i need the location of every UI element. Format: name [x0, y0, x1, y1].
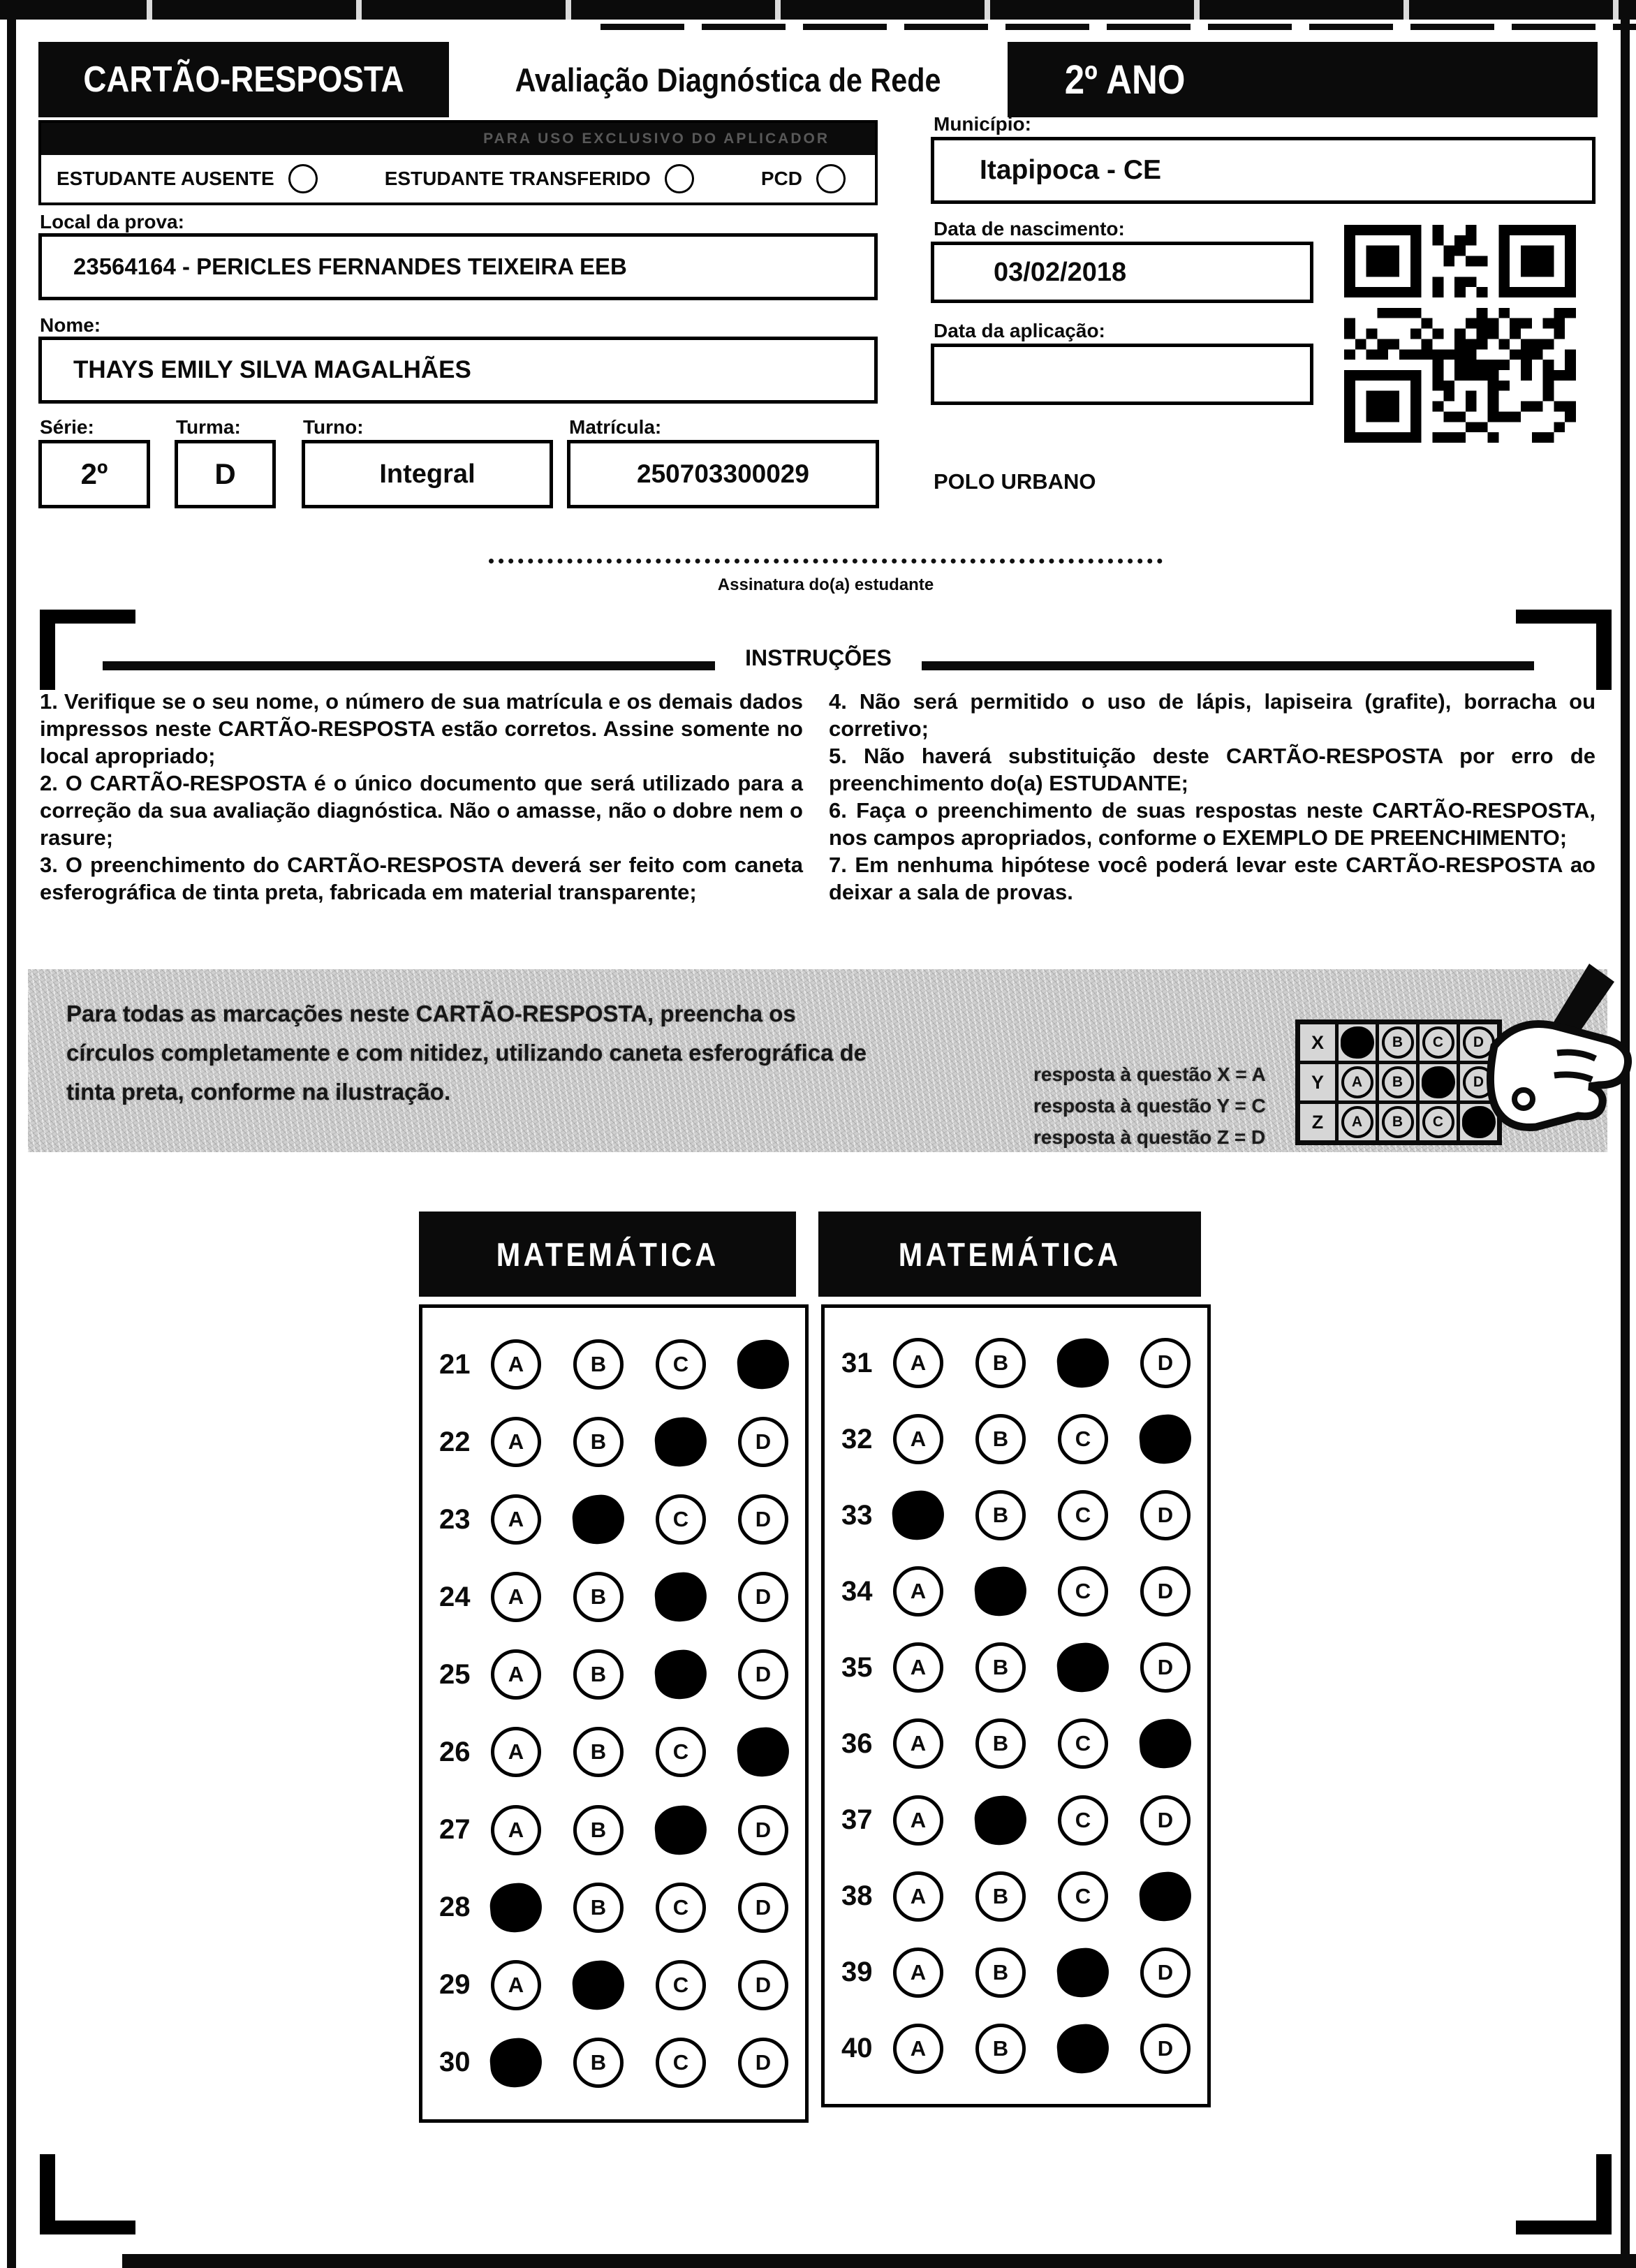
- answer-bubble[interactable]: D: [1140, 1642, 1191, 1693]
- question-bubbles: [491, 1727, 791, 1777]
- question-number: 33: [841, 1499, 873, 1531]
- fill-example-note: resposta à questão Z = D: [1033, 1126, 1266, 1148]
- question-number: 21: [439, 1348, 471, 1380]
- answer-bubble[interactable]: A: [893, 1795, 943, 1846]
- answer-bubble[interactable]: C: [1058, 1871, 1108, 1922]
- question-number: 37: [841, 1804, 873, 1836]
- answer-bubble[interactable]: A: [491, 1960, 541, 2010]
- example-bubble: A: [1341, 1106, 1373, 1138]
- answer-bubble[interactable]: A: [893, 1718, 943, 1769]
- question-row: [825, 1947, 1207, 1998]
- example-bubble: B: [1382, 1066, 1414, 1098]
- status-option-label: ESTUDANTE TRANSFERIDO: [384, 168, 651, 189]
- filled-answer-bubble[interactable]: [1055, 1641, 1111, 1694]
- question-bubbles: [491, 1417, 791, 1467]
- municipio-value: Itapipoca - CE: [931, 137, 1596, 204]
- matricula-label: Matrícula:: [569, 416, 662, 438]
- crop-mark-bottom-right: [1516, 2154, 1612, 2234]
- answer-bubble[interactable]: A: [491, 1805, 541, 1855]
- answer-bubble[interactable]: D: [738, 1417, 788, 1467]
- status-option-circle[interactable]: [816, 164, 846, 193]
- filled-answer-bubble[interactable]: [570, 1493, 626, 1546]
- answer-bubble[interactable]: A: [893, 1947, 943, 1998]
- signature-line[interactable]: [489, 559, 1163, 564]
- turno-value: Integral: [302, 440, 553, 508]
- example-grid-cell: [1379, 1104, 1416, 1140]
- question-bubbles: [893, 1947, 1193, 1998]
- answer-bubble[interactable]: D: [1140, 1490, 1191, 1540]
- question-number: 26: [439, 1736, 471, 1767]
- subject-header-2: [818, 1212, 1201, 1297]
- card-title-banner: [38, 42, 449, 117]
- example-filled-bubble: [1341, 1026, 1374, 1059]
- answer-bubble[interactable]: C: [656, 1960, 706, 2010]
- crop-mark-bottom-left: [40, 2154, 135, 2234]
- question-bubbles: [491, 1883, 791, 1933]
- applicator-status-box: [38, 120, 878, 205]
- question-number: 39: [841, 1957, 873, 1988]
- fill-example-text-line: tinta preta, conforme na ilustração.: [66, 1079, 451, 1105]
- filled-answer-bubble[interactable]: [1055, 2022, 1111, 2075]
- answer-bubble[interactable]: B: [573, 2038, 624, 2088]
- aplicacao-label: Data da aplicação:: [934, 320, 1105, 341]
- question-number: 27: [439, 1814, 471, 1846]
- answer-bubble[interactable]: D: [738, 1649, 788, 1700]
- instructions-title: INSTRUÇÕES: [745, 645, 892, 670]
- filled-answer-bubble[interactable]: [1137, 1870, 1193, 1923]
- answer-bubble[interactable]: A: [491, 1339, 541, 1390]
- filled-answer-bubble[interactable]: [653, 1803, 709, 1856]
- municipio-label: Município:: [934, 113, 1031, 135]
- answer-bubble[interactable]: B: [975, 1871, 1026, 1922]
- status-option-circle[interactable]: [665, 164, 694, 193]
- status-option-circle[interactable]: [288, 164, 318, 193]
- question-row: [422, 1727, 805, 1777]
- answer-bubble[interactable]: A: [491, 1494, 541, 1545]
- example-grid-cell: [1420, 1064, 1457, 1100]
- filled-answer-bubble[interactable]: [735, 1338, 791, 1391]
- aplicacao-value: [931, 344, 1313, 405]
- answer-bubble[interactable]: D: [1140, 2024, 1191, 2074]
- question-bubbles: [491, 1494, 791, 1545]
- answer-bubble[interactable]: B: [573, 1727, 624, 1777]
- filled-answer-bubble[interactable]: [488, 2036, 544, 2089]
- question-bubbles: [491, 1339, 791, 1390]
- answer-bubble[interactable]: D: [1140, 1947, 1191, 1998]
- answer-bubble[interactable]: B: [975, 2024, 1026, 2074]
- serie-value: 2º: [38, 440, 150, 508]
- question-row: [422, 1883, 805, 1933]
- matricula-value: 250703300029: [567, 440, 879, 508]
- filled-answer-bubble[interactable]: [1055, 1946, 1111, 1999]
- example-bubble: D: [1463, 1066, 1495, 1098]
- answer-grid-2: [821, 1304, 1211, 2107]
- answer-bubble[interactable]: D: [1140, 1795, 1191, 1846]
- fill-example-text-line: Para todas as marcações neste CARTÃO-RESPOSTA, preencha os: [66, 1001, 796, 1026]
- filled-answer-bubble[interactable]: [1137, 1413, 1193, 1466]
- example-grid-cell: [1379, 1064, 1416, 1100]
- question-row: [422, 1805, 805, 1855]
- instructions-rule-right: [922, 661, 1534, 670]
- fill-example-note: resposta à questão X = A: [1033, 1063, 1266, 1085]
- answer-bubble[interactable]: B: [573, 1883, 624, 1933]
- example-grid-cell: [1420, 1104, 1457, 1140]
- answer-bubble[interactable]: B: [975, 1490, 1026, 1540]
- question-bubbles: [491, 1960, 791, 2010]
- question-number: 31: [841, 1347, 873, 1378]
- question-number: 28: [439, 1892, 471, 1923]
- question-number: 34: [841, 1575, 873, 1607]
- instruction-item: 1. Verifique se o seu nome, o número de sua matrícula e os demais dados impressos neste CARTÃO-RESPOSTA estão corretos. Assine somente no local apropriado;: [40, 689, 803, 768]
- answer-bubble[interactable]: B: [975, 1338, 1026, 1388]
- example-grid-row-label-text: Y: [1311, 1071, 1324, 1093]
- example-grid-cell: [1339, 1064, 1376, 1100]
- answer-bubble[interactable]: C: [656, 1727, 706, 1777]
- answer-bubble[interactable]: B: [573, 1572, 624, 1622]
- example-bubble: D: [1463, 1026, 1495, 1059]
- question-bubbles: [893, 1795, 1193, 1846]
- status-option-label: PCD: [760, 168, 802, 189]
- assessment-title: Avaliação Diagnóstica de Rede: [515, 61, 941, 98]
- instructions-column-right: [829, 688, 1596, 906]
- example-bubble: B: [1382, 1026, 1414, 1059]
- question-number: 32: [841, 1423, 873, 1455]
- answer-bubble[interactable]: A: [893, 1338, 943, 1388]
- crop-mark-top-right: [1516, 610, 1612, 690]
- question-bubbles: [491, 1805, 791, 1855]
- example-grid-cell: [1379, 1024, 1416, 1061]
- answer-bubble[interactable]: C: [656, 1339, 706, 1390]
- question-bubbles: [893, 1338, 1193, 1388]
- polo-label: POLO URBANO: [934, 469, 1096, 494]
- status-option: [761, 164, 846, 193]
- question-row: [825, 1566, 1207, 1617]
- answer-bubble[interactable]: A: [893, 2024, 943, 2074]
- example-bubble: C: [1422, 1106, 1454, 1138]
- question-bubbles: [893, 1642, 1193, 1693]
- example-grid-cell: [1339, 1104, 1376, 1140]
- qr-code: [1344, 225, 1576, 443]
- answer-bubble[interactable]: C: [1058, 1718, 1108, 1769]
- filled-answer-bubble[interactable]: [735, 1725, 791, 1779]
- example-grid-row-label-text: Z: [1311, 1111, 1324, 1133]
- answer-bubble[interactable]: A: [893, 1414, 943, 1464]
- status-option-label: ESTUDANTE AUSENTE: [57, 168, 274, 189]
- question-row: [422, 1417, 805, 1467]
- question-row: [825, 2024, 1207, 2074]
- question-row: [825, 1795, 1207, 1846]
- instruction-item: 2. O CARTÃO-RESPOSTA é o único documento que será utilizado para a correção da sua avaliação diagnóstica. Não o amasse, não o dobre nem o rasure;: [40, 771, 803, 850]
- answer-bubble[interactable]: A: [491, 1572, 541, 1622]
- answer-bubble[interactable]: D: [738, 1805, 788, 1855]
- question-number: 40: [841, 2033, 873, 2064]
- answer-bubble[interactable]: C: [1058, 1414, 1108, 1464]
- question-row: [422, 2038, 805, 2088]
- example-bubble: A: [1341, 1066, 1373, 1098]
- scan-top-edge-2: [600, 24, 1636, 30]
- question-bubbles: [893, 2024, 1193, 2074]
- filled-answer-bubble[interactable]: [653, 1415, 709, 1468]
- answer-bubble[interactable]: C: [656, 1494, 706, 1545]
- answer-bubble[interactable]: B: [975, 1414, 1026, 1464]
- card-title: CARTÃO-RESPOSTA: [83, 59, 404, 100]
- answer-bubble[interactable]: D: [1140, 1566, 1191, 1617]
- question-row: [422, 1572, 805, 1622]
- status-option: [385, 164, 694, 193]
- fill-example-text-line: círculos completamente e com nitidez, utilizando caneta esferográfica de: [66, 1040, 867, 1066]
- question-row: [422, 1494, 805, 1545]
- question-row: [825, 1338, 1207, 1388]
- applicator-bar: PARA USO EXCLUSIVO DO APLICADOR: [41, 123, 875, 155]
- fill-example-note: resposta à questão Y = C: [1033, 1095, 1266, 1117]
- answer-bubble[interactable]: B: [573, 1339, 624, 1390]
- question-bubbles: [491, 1572, 791, 1622]
- question-number: 25: [439, 1658, 471, 1690]
- answer-bubble[interactable]: D: [738, 2038, 788, 2088]
- instruction-item: 7. Em nenhuma hipótese você poderá levar este CARTÃO-RESPOSTA ao deixar a sala de provas.: [829, 853, 1596, 904]
- question-number: 24: [439, 1581, 471, 1612]
- question-number: 22: [439, 1426, 471, 1457]
- question-row: [825, 1414, 1207, 1464]
- turma-value: D: [175, 440, 276, 508]
- signature-label: Assinatura do(a) estudante: [717, 575, 934, 594]
- answer-bubble[interactable]: C: [1058, 1566, 1108, 1617]
- status-option: [57, 164, 318, 193]
- scan-top-edge: [0, 0, 1636, 20]
- question-number: 29: [439, 1969, 471, 2001]
- example-grid-row-label-text: X: [1311, 1031, 1324, 1053]
- answer-bubble[interactable]: A: [491, 1649, 541, 1700]
- filled-answer-bubble[interactable]: [570, 1959, 626, 2012]
- instructions-column-left: [40, 688, 803, 906]
- question-number: 23: [439, 1503, 471, 1535]
- answer-bubble[interactable]: D: [1140, 1338, 1191, 1388]
- subject-header-1: [419, 1212, 796, 1297]
- page-border-left: [7, 0, 16, 2268]
- answer-bubble[interactable]: A: [491, 1417, 541, 1467]
- nome-label: Nome:: [40, 314, 101, 336]
- example-grid-row-label: [1300, 1064, 1335, 1100]
- example-grid-row-label: [1300, 1104, 1335, 1140]
- question-row: [825, 1642, 1207, 1693]
- answer-bubble[interactable]: D: [738, 1494, 788, 1545]
- assessment-title-banner: [449, 42, 1008, 117]
- question-bubbles: [893, 1718, 1193, 1769]
- hand-with-pen-illustration: [1452, 962, 1636, 1158]
- subject-title-1: MATEMÁTICA: [496, 1235, 719, 1273]
- example-grid-cell: [1420, 1024, 1457, 1061]
- question-bubbles: [893, 1490, 1193, 1540]
- answer-grid-1: [419, 1304, 809, 2123]
- scan-bottom-edge: [122, 2254, 1636, 2268]
- instruction-item: 5. Não haverá substituição deste CARTÃO-RESPOSTA por erro de preenchimento do(a) ESTUDANTE;: [829, 744, 1596, 795]
- answer-bubble[interactable]: C: [1058, 1795, 1108, 1846]
- turno-label: Turno:: [303, 416, 364, 438]
- nascimento-value: 03/02/2018: [931, 242, 1313, 303]
- answer-bubble[interactable]: A: [893, 1642, 943, 1693]
- local-da-prova-value: 23564164 - PERICLES FERNANDES TEIXEIRA EEB: [38, 233, 878, 300]
- question-bubbles: [491, 2038, 791, 2088]
- filled-answer-bubble[interactable]: [890, 1489, 946, 1542]
- answer-bubble[interactable]: D: [738, 1572, 788, 1622]
- serie-label: Série:: [40, 416, 94, 438]
- answer-bubble[interactable]: D: [738, 1960, 788, 2010]
- example-bubble: C: [1422, 1026, 1454, 1059]
- question-row: [422, 1960, 805, 2010]
- turma-label: Turma:: [176, 416, 241, 438]
- answer-bubble[interactable]: B: [573, 1417, 624, 1467]
- answer-bubble[interactable]: C: [656, 1883, 706, 1933]
- local-da-prova-label: Local da prova:: [40, 211, 184, 233]
- instruction-item: 4. Não será permitido o uso de lápis, lapiseira (grafite), borracha ou corretivo;: [829, 689, 1596, 741]
- answer-bubble[interactable]: B: [573, 1805, 624, 1855]
- filled-answer-bubble[interactable]: [653, 1570, 709, 1623]
- filled-answer-bubble[interactable]: [973, 1793, 1029, 1846]
- answer-bubble[interactable]: C: [1058, 1490, 1108, 1540]
- example-filled-bubble: [1422, 1066, 1455, 1098]
- subject-title-2: MATEMÁTICA: [898, 1235, 1121, 1273]
- instructions-rule-left: [103, 661, 715, 670]
- fill-example-answer-notes: [1033, 1059, 1266, 1153]
- question-bubbles: [893, 1871, 1193, 1922]
- question-bubbles: [893, 1566, 1193, 1617]
- answer-bubble[interactable]: D: [738, 1883, 788, 1933]
- filled-answer-bubble[interactable]: [1137, 1717, 1193, 1770]
- filled-answer-bubble[interactable]: [653, 1648, 709, 1701]
- answer-bubble[interactable]: B: [975, 1947, 1026, 1998]
- question-row: [825, 1490, 1207, 1540]
- status-options-row: [41, 155, 875, 202]
- fill-example-text: [66, 994, 974, 1112]
- question-bubbles: [893, 1414, 1193, 1464]
- answer-bubble[interactable]: C: [656, 2038, 706, 2088]
- nascimento-label: Data de nascimento:: [934, 218, 1125, 240]
- example-grid-row-label: [1300, 1024, 1335, 1061]
- answer-bubble[interactable]: B: [975, 1642, 1026, 1693]
- example-bubble: B: [1382, 1106, 1414, 1138]
- filled-answer-bubble[interactable]: [488, 1881, 544, 1934]
- nome-value: THAYS EMILY SILVA MAGALHÃES: [38, 337, 878, 404]
- crop-mark-top-left: [40, 610, 135, 690]
- question-row: [825, 1871, 1207, 1922]
- answer-bubble[interactable]: A: [893, 1566, 943, 1617]
- question-row: [422, 1339, 805, 1390]
- instruction-item: 6. Faça o preenchimento de suas respostas neste CARTÃO-RESPOSTA, nos campos apropriados, conforme o EXEMPLO DE PREENCHIMENTO;: [829, 798, 1596, 850]
- answer-bubble[interactable]: A: [491, 1727, 541, 1777]
- question-row: [422, 1649, 805, 1700]
- question-row: [825, 1718, 1207, 1769]
- filled-answer-bubble[interactable]: [973, 1565, 1029, 1618]
- answer-bubble[interactable]: B: [573, 1649, 624, 1700]
- grade-banner: [1008, 42, 1598, 117]
- fill-example-strip: [28, 969, 1607, 1152]
- filled-answer-bubble[interactable]: [1055, 1336, 1111, 1390]
- question-number: 36: [841, 1728, 873, 1759]
- grade-label: 2º ANO: [1064, 57, 1186, 103]
- question-number: 35: [841, 1651, 873, 1683]
- example-grid-cell: [1339, 1024, 1376, 1061]
- question-bubbles: [491, 1649, 791, 1700]
- answer-bubble[interactable]: B: [975, 1718, 1026, 1769]
- instruction-item: 3. O preenchimento do CARTÃO-RESPOSTA deverá ser feito com caneta esferográfica de tinta preta, fabricada em material transparente;: [40, 853, 803, 904]
- question-number: 38: [841, 1880, 873, 1912]
- question-number: 30: [439, 2047, 471, 2078]
- answer-bubble[interactable]: A: [893, 1871, 943, 1922]
